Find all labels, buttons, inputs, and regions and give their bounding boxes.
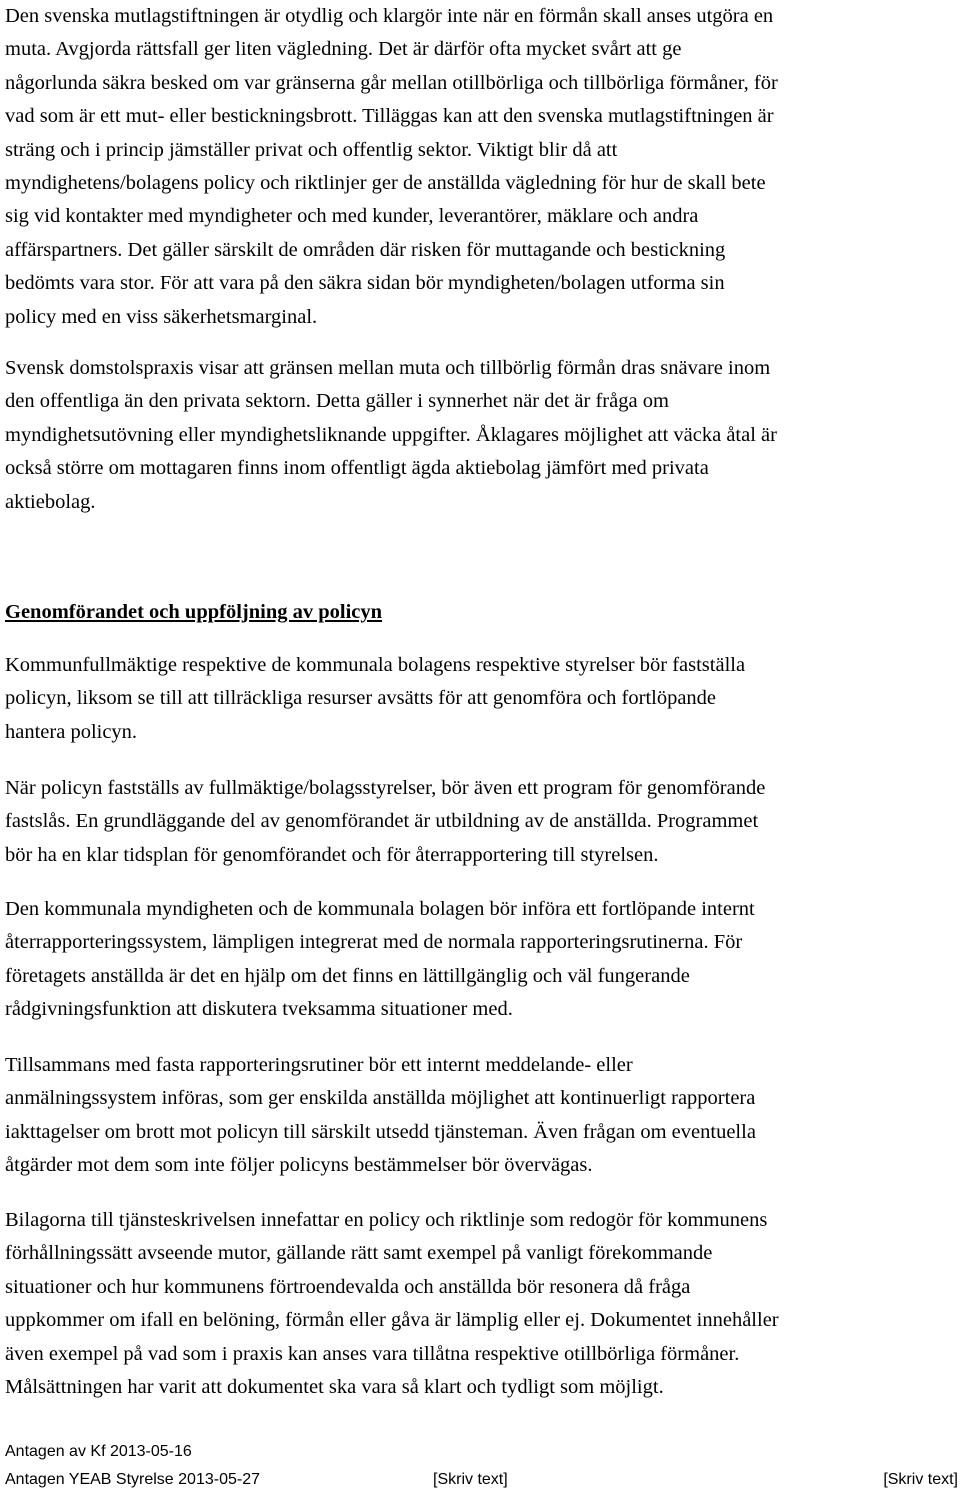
paragraph-implementation-program xyxy=(5,772,765,872)
text-line: anmälningssystem införas, som ger enskilda anställda möjlighet att kontinuerligt rapportera xyxy=(5,1087,756,1110)
text-line: iakttagelser om brott mot policyn till särskilt utsedd tjänsteman. Även frågan om eventuella xyxy=(5,1120,756,1143)
text-line: Den kommunala myndigheten och de kommunala bolagen bör införa ett fortlöpande internt xyxy=(5,898,755,920)
paragraph-reporting-system xyxy=(5,893,755,1027)
section-heading: Genomförandet och uppföljning av policyn xyxy=(5,601,383,623)
text-line: företagets anställda är det en hjälp om det finns en lättillgänglig och väl fungerande xyxy=(5,964,690,987)
text-line: sig vid kontakter med myndigheter och med kunder, leverantörer, mäklare och andra xyxy=(5,205,699,228)
text-line: bedömts vara stor. För att vara på den säkra sidan bör myndigheten/bolagen utforma sin xyxy=(5,272,725,295)
text-line: Kommunfullmäktige respektive de kommunala bolagens respektive styrelser bör fastställa xyxy=(5,654,746,676)
footer-center-placeholder[interactable]: [Skriv text] xyxy=(433,1471,508,1488)
text-line: rådgivningsfunktion att diskutera tveksamma situationer med. xyxy=(5,998,513,1021)
paragraph-whistleblowing xyxy=(5,1049,756,1183)
text-line: även exempel på vad som i praxis kan anses vara tillåtna respektive otillbörliga förmåner. xyxy=(5,1342,740,1365)
text-line: Den svenska mutlagstiftningen är otydlig och klargör inte när en förmån skall anses utgöra en xyxy=(5,5,774,27)
text-line: affärspartners. Det gäller särskilt de områden där risken för muttagande och bestickning xyxy=(5,238,726,261)
footer-adoption-yeab: Antagen YEAB Styrelse 2013-05-27 xyxy=(5,1471,260,1488)
text-line: någorlunda säkra besked om var gränserna går mellan otillbörliga och tillbörliga förmåner, för xyxy=(5,71,778,94)
text-line: vad som är ett mut- eller bestickningsbrott. Tilläggas kan att den svenska mutlagstiftningen är xyxy=(5,105,774,128)
text-line: den offentliga än den privata sektorn. Detta gäller i synnerhet när det är fråga om xyxy=(5,390,669,413)
text-line: åtgärder mot dem som inte följer policyns bestämmelser bör övervägas. xyxy=(5,1154,593,1177)
text-line: muta. Avgjorda rättsfall ger liten vägledning. Det är därför ofta mycket svårt att ge xyxy=(5,38,682,61)
footer-right-placeholder[interactable]: [Skriv text] xyxy=(883,1471,958,1488)
text-line: återrapporteringssystem, lämpligen integrerat med de normala rapporteringsrutinerna. För xyxy=(5,931,743,954)
text-line: myndighetsutövning eller myndighetsliknande uppgifter. Åklagares möjlighet att väcka åtal är xyxy=(5,423,777,446)
text-line: bör ha en klar tidsplan för genomförandet och för återrapportering till styrelsen. xyxy=(5,843,659,866)
text-line: hantera policyn. xyxy=(5,720,138,743)
paragraph-attachments xyxy=(5,1204,779,1404)
text-line: förhållningssätt avseende mutor, gällande rätt samt exempel på vanligt förekommande xyxy=(5,1242,713,1265)
text-line: situationer och hur kommunens förtroendevalda och anställda bör resonera då fråga xyxy=(5,1275,691,1298)
text-line: policy med en viss säkerhetsmarginal. xyxy=(5,305,318,328)
footer-adoption-kf: Antagen av Kf 2013-05-16 xyxy=(5,1443,192,1460)
text-line: Tillsammans med fasta rapporteringsrutiner bör ett internt meddelande- eller xyxy=(5,1054,633,1076)
text-line: också större om mottagaren finns inom offentligt ägda aktiebolag jämfört med privata xyxy=(5,457,709,480)
text-line: uppkommer om ifall en belöning, förmån eller gåva är lämplig eller ej. Dokumentet innehåller xyxy=(5,1309,779,1332)
text-line: sträng och i princip jämställer privat och offentlig sektor. Viktigt blir då att xyxy=(5,138,618,161)
text-line: fastslås. En grundläggande del av genomförandet är utbildning av de anställda. Programmet xyxy=(5,810,759,833)
text-line: aktiebolag. xyxy=(5,490,96,513)
paragraph-court-practice xyxy=(5,352,777,519)
text-line: Svensk domstolspraxis visar att gränsen mellan muta och tillbörlig förmån dras snävare inom xyxy=(5,357,771,379)
paragraph-adoption xyxy=(5,649,745,749)
text-line: policyn, liksom se till att tillräckliga resurser avsätts för att genomföra och fortlöpande xyxy=(5,687,717,710)
text-line: Bilagorna till tjänsteskrivelsen innefattar en policy och riktlinje som redogör för kommunens xyxy=(5,1209,768,1231)
text-line: När policyn fastställs av fullmäktige/bolagsstyrelser, bör även ett program för genomförande xyxy=(5,777,766,799)
paragraph-bribery-law xyxy=(5,0,778,334)
text-line: Målsättningen har varit att dokumentet ska vara så klart och tydligt som möjligt. xyxy=(5,1376,664,1399)
text-line: myndighetens/bolagens policy och riktlinjer ger de anställda vägledning för hur de skall bete xyxy=(5,172,766,195)
